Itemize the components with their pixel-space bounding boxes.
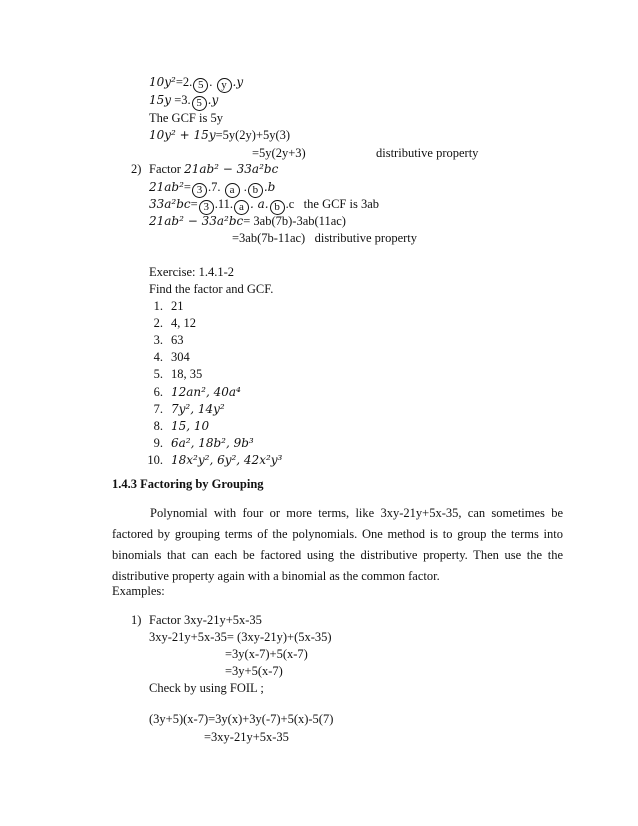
exercise-instruction: Find the factor and GCF. <box>149 282 274 296</box>
circled-factor: 3 <box>192 183 207 198</box>
example-1-line-1: 3xy-21y+5x-35= (3xy-21y)+(5x-35) <box>149 630 332 644</box>
exercise-item-text: 12an², 40a⁴ <box>171 384 241 399</box>
exercise-item-number: 4. <box>153 350 163 365</box>
exercise-item <box>139 418 209 434</box>
example-1-line-3: =3y+5(x-7) <box>225 664 283 678</box>
circled-factor: b <box>248 183 263 198</box>
examples-title: Examples: <box>112 584 165 598</box>
top-line-2: 15y =3. 5 .y <box>149 93 219 109</box>
example-2-line-3: 21ab² − 33a²bc= 3ab(7b)-3ab(11ac) <box>149 214 346 228</box>
foil-expansion: (3y+5)(x-7)=3y(x)+3y(-7)+5(x)-5(7) <box>149 712 334 726</box>
math-expression: 10y² + 15y <box>149 128 216 142</box>
exercise-item-number: 3. <box>153 333 163 348</box>
exercise-item-number: 6. <box>153 384 163 399</box>
exercise-item-text: 21 <box>171 299 184 313</box>
exercise-item-text: 6a², 18b², 9b³ <box>171 435 254 450</box>
exercise-item-text: 18x²y², 6y², 42x²y³ <box>171 452 283 467</box>
gcf-note: the GCF is 3ab <box>303 197 380 211</box>
exercise-item-text: 7y², 14y² <box>171 401 225 416</box>
exercise-item <box>139 332 184 348</box>
circled-factor: b <box>270 200 285 215</box>
top-line-1: 10y²=2. 5 . y .y <box>149 75 244 91</box>
exercise-item-text: 15, 10 <box>171 418 210 433</box>
foil-check-label: Check by using FOIL ; <box>149 681 264 695</box>
exercise-item <box>139 298 184 314</box>
math-expression: 21ab² − 33a²bc <box>184 162 279 176</box>
math-expression: 10y² <box>149 75 176 89</box>
property-note: distributive property <box>376 146 479 160</box>
example-2-title: Factor 21ab² − 33a²bc <box>149 162 279 176</box>
exercise-item-number: 7. <box>153 401 163 416</box>
circled-factor: a <box>225 183 240 198</box>
exercise-item-number: 8. <box>153 418 163 433</box>
exercise-item-text: 4, 12 <box>171 316 196 331</box>
example-2-line-2: 33a²bc= 3 .11. a . a. b .c the GCF is 3ab <box>149 197 380 213</box>
exercise-item <box>139 315 196 331</box>
exercise-item <box>139 401 225 417</box>
example-1-line-2: =3y(x-7)+5(x-7) <box>225 647 308 661</box>
section-paragraph: Polynomial with four or more terms, like 3xy-21y+5x-35, can sometimes be factored by grouping terms of the polynomials. One method is to group the terms into binomials that can each be factored using the distributive property. Then use the the distributive property again with a binomial as the common factor. <box>112 506 563 583</box>
circled-factor: a <box>234 200 249 215</box>
exercise-item-number: 9. <box>153 435 163 450</box>
top-line-5: =5y(2y+3) <box>252 146 306 160</box>
example-2-line-4: =3ab(7b-11ac) distributive property <box>232 231 418 245</box>
circled-factor: 3 <box>199 200 214 215</box>
circled-factor: y <box>217 78 232 93</box>
exercise-item-number: 10. <box>147 452 163 467</box>
circled-factor: 5 <box>192 96 207 111</box>
exercise-item-text: 304 <box>171 350 190 365</box>
example-2-line-1: 21ab²= 3 .7. a . b .b <box>149 180 276 196</box>
top-line-4: 10y² + 15y=5y(2y)+5y(3) <box>149 128 291 142</box>
exercise-item-number: 1. <box>153 299 163 313</box>
math-expression: 15y <box>149 93 172 107</box>
exercise-item <box>139 435 254 451</box>
circled-factor: 5 <box>193 78 208 93</box>
exercise-item-number: 5. <box>153 367 163 382</box>
exercise-item <box>139 452 282 468</box>
exercise-item-number: 2. <box>153 316 163 331</box>
exercise-title: Exercise: 1.4.1-2 <box>149 265 235 279</box>
property-note: distributive property <box>314 231 418 245</box>
exercise-item-text: 63 <box>171 333 184 348</box>
example-1-label: 1) <box>131 613 142 627</box>
exercise-item-text: 18, 35 <box>171 367 203 382</box>
gcf-statement: The GCF is 5y <box>149 111 223 125</box>
section-heading: 1.4.3 Factoring by Grouping <box>112 477 264 491</box>
exercise-item <box>139 366 202 382</box>
example-2-label: 2) <box>131 162 142 176</box>
exercise-item <box>139 384 241 400</box>
foil-result: =3xy-21y+5x-35 <box>204 730 289 744</box>
example-1-title: Factor 3xy-21y+5x-35 <box>149 613 262 627</box>
exercise-item <box>139 349 190 365</box>
